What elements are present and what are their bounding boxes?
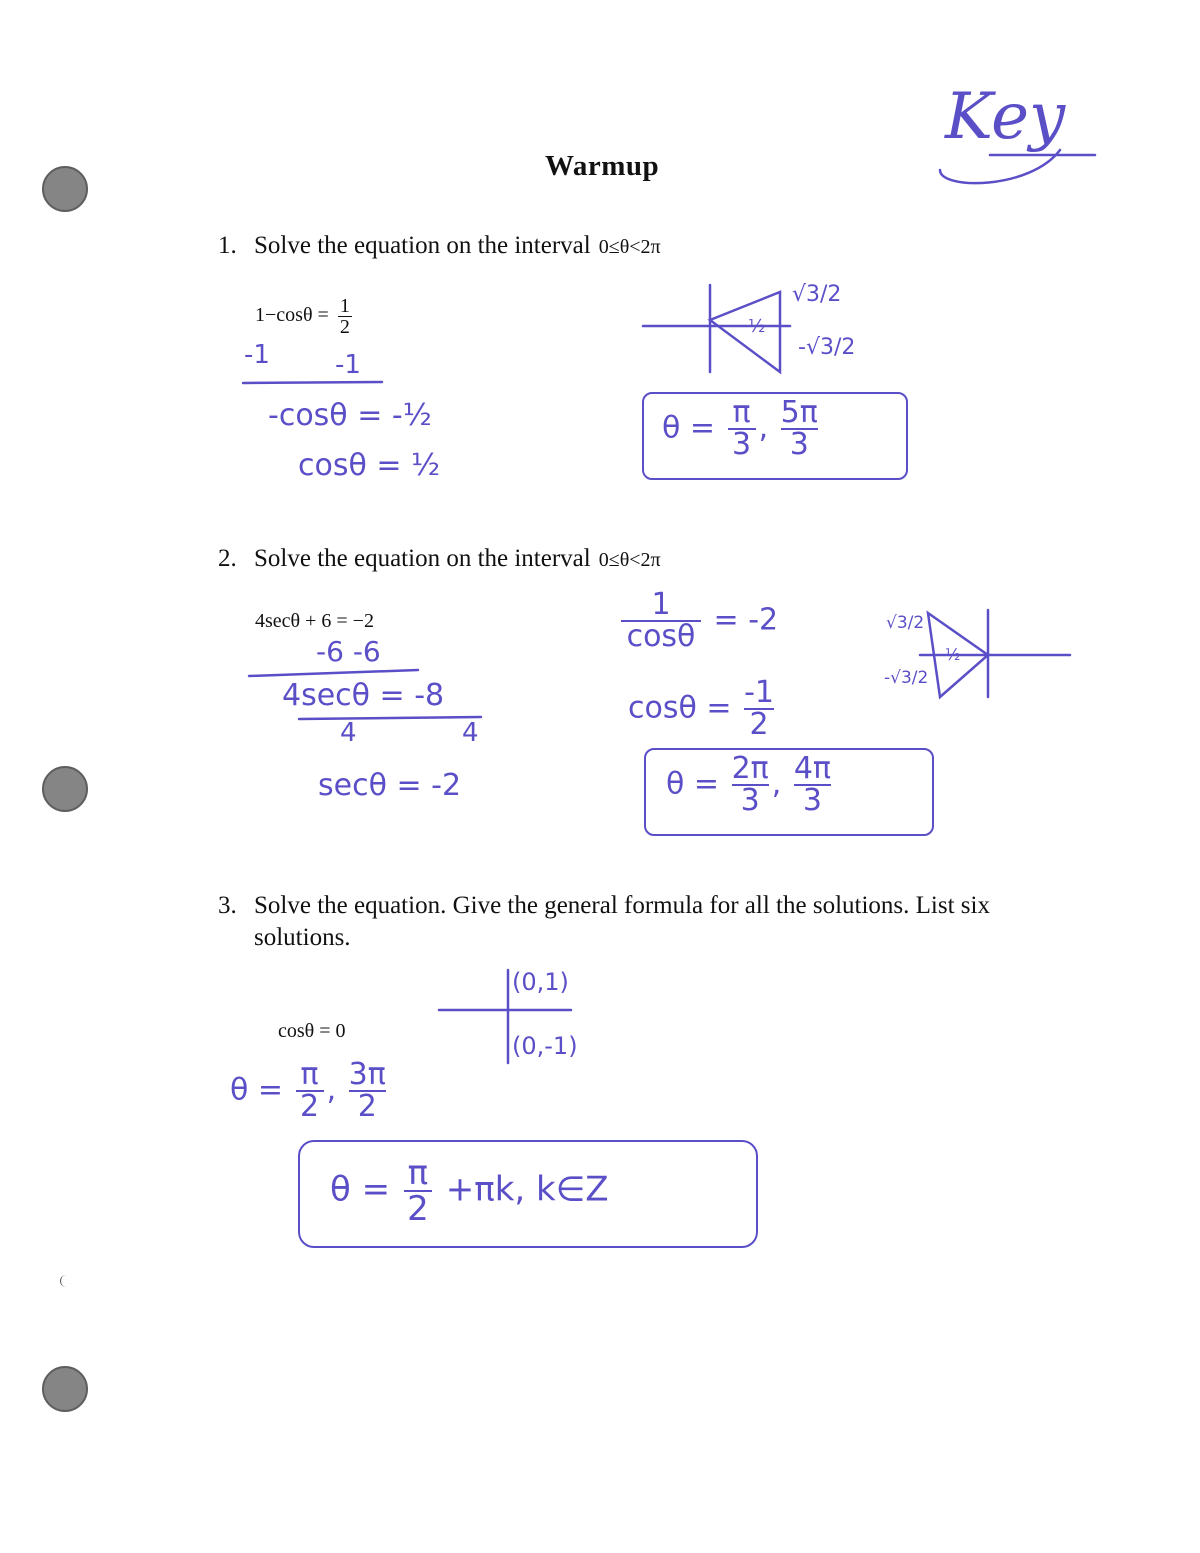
q1-answer-fraction-b xyxy=(780,395,818,462)
q2-answer-fraction-b xyxy=(793,751,831,818)
q1-answer-prefix: θ = xyxy=(662,410,716,446)
question-2-prompt: Solve the equation on the interval xyxy=(254,545,591,572)
key-underline-stroke xyxy=(930,140,1110,200)
question-1-equation xyxy=(255,296,352,337)
question-3 xyxy=(218,890,1078,954)
binder-hole-top xyxy=(42,166,88,212)
q2-recip-rhs: = -2 xyxy=(713,602,779,638)
stray-mark xyxy=(60,1275,67,1287)
q1-diagram-top-label: √3/2 xyxy=(792,282,842,307)
q3-answer-fraction xyxy=(404,1153,432,1229)
binder-hole-bottom xyxy=(42,1366,88,1412)
q1-work-line-1: -cosθ = -½ xyxy=(268,398,432,433)
q3-work-b-den: 2 xyxy=(357,1089,377,1124)
q2-reciprocal xyxy=(618,587,779,654)
q2-diagram-top-label: √3/2 xyxy=(886,613,925,633)
q3-answer-den: 2 xyxy=(407,1189,429,1229)
q3-work-fraction-a xyxy=(296,1057,324,1124)
q1-work-line-2: cosθ = ½ xyxy=(298,448,441,483)
q2-diagram-mid-label: ½ xyxy=(945,645,961,664)
q3-work-prefix: θ = xyxy=(230,1072,284,1108)
q1-eq-num: 1 xyxy=(339,295,350,317)
q2-recip-num: 1 xyxy=(651,587,671,622)
q1-eq-den: 2 xyxy=(339,316,350,338)
question-2-equation: 4secθ + 6 = −2 xyxy=(255,610,374,632)
question-2-number: 2. xyxy=(218,545,237,572)
q2-reciprocal-fraction xyxy=(621,587,701,654)
question-1-interval: 0≤θ<2π xyxy=(598,236,661,258)
q1-work-rule xyxy=(240,378,390,388)
question-2-interval: 0≤θ<2π xyxy=(598,549,661,571)
q1-answer-fraction-a xyxy=(728,395,756,462)
question-1-number: 1. xyxy=(218,232,237,259)
q1-answer-a-num: π xyxy=(732,395,751,430)
question-3-prompt-line-2: solutions. xyxy=(254,924,351,951)
q2-work-line-1: 4secθ = -8 xyxy=(282,678,445,713)
q3-answer-prefix: θ = xyxy=(330,1169,391,1210)
binder-hole-middle xyxy=(42,766,88,812)
q3-answer xyxy=(330,1153,609,1229)
q3-point-bottom: (0,-1) xyxy=(512,1032,578,1060)
q2-answer-fraction-a xyxy=(731,751,769,818)
q2-cos-lhs: cosθ = xyxy=(628,690,732,726)
q2-answer-b-den: 3 xyxy=(802,783,822,818)
q2-answer-prefix: θ = xyxy=(666,766,720,802)
q2-recip-den: cosθ xyxy=(626,619,696,654)
q2-diagram-bottom-label: -√3/2 xyxy=(884,668,929,688)
q1-answer-a-den: 3 xyxy=(732,427,752,462)
q3-answer-num: π xyxy=(407,1153,429,1193)
question-3-equation: cosθ = 0 xyxy=(278,1020,346,1042)
q2-answer-a-num: 2π xyxy=(731,751,769,786)
key-annotation: Key xyxy=(945,80,1066,154)
q1-answer-b-num: 5π xyxy=(780,395,818,430)
q1-equation-lhs: 1−cosθ = xyxy=(255,304,329,327)
question-3-number: 3. xyxy=(218,892,237,919)
q1-work-sub-right: -1 xyxy=(335,350,361,380)
q3-work-a-den: 2 xyxy=(300,1089,320,1124)
q3-point-top: (0,1) xyxy=(512,968,569,996)
q1-diagram-bottom-label: -√3/2 xyxy=(798,335,856,360)
q1-work-sub-left: -1 xyxy=(244,340,270,370)
q2-work-line-2: secθ = -2 xyxy=(318,768,462,803)
q1-equation-fraction xyxy=(338,296,352,337)
q2-answer: θ = $\frac{2\pi}{3}$ , $\frac{4\pi}{3}$ xyxy=(666,751,831,818)
q2-cos-line xyxy=(628,675,777,742)
q3-work-fraction-b xyxy=(348,1057,386,1124)
q2-divide-left: 4 xyxy=(340,718,357,748)
q2-divide-right: 4 xyxy=(462,718,479,748)
question-1 xyxy=(218,230,661,263)
q2-answer-b-num: 4π xyxy=(793,751,831,786)
q2-work-sub: -6 -6 xyxy=(316,635,381,668)
q1-answer: θ = $\frac{\pi}{3}$ , $\frac{5\pi}{3}$ xyxy=(662,395,818,462)
q2-cos-num: -1 xyxy=(744,675,774,710)
q3-work: θ = $\frac{\pi}{2}$ , $\frac{3\pi}{2}$ xyxy=(230,1057,386,1124)
q2-answer-a-den: 3 xyxy=(740,783,760,818)
question-2 xyxy=(218,543,661,576)
q3-answer-suffix: +πk, k∈Z xyxy=(445,1169,609,1210)
question-3-prompt-line-1: Solve the equation. Give the general formula for all the solutions. List six xyxy=(254,892,990,919)
q2-cos-fraction xyxy=(744,675,774,742)
q3-work-a-num: π xyxy=(300,1057,319,1092)
question-1-prompt: Solve the equation on the interval xyxy=(254,232,591,259)
page-title: Warmup xyxy=(545,150,660,182)
q2-cos-den: 2 xyxy=(749,707,769,742)
q1-answer-b-den: 3 xyxy=(789,427,809,462)
q3-work-b-num: 3π xyxy=(348,1057,386,1092)
q1-diagram-mid-label: ½ xyxy=(748,316,766,337)
